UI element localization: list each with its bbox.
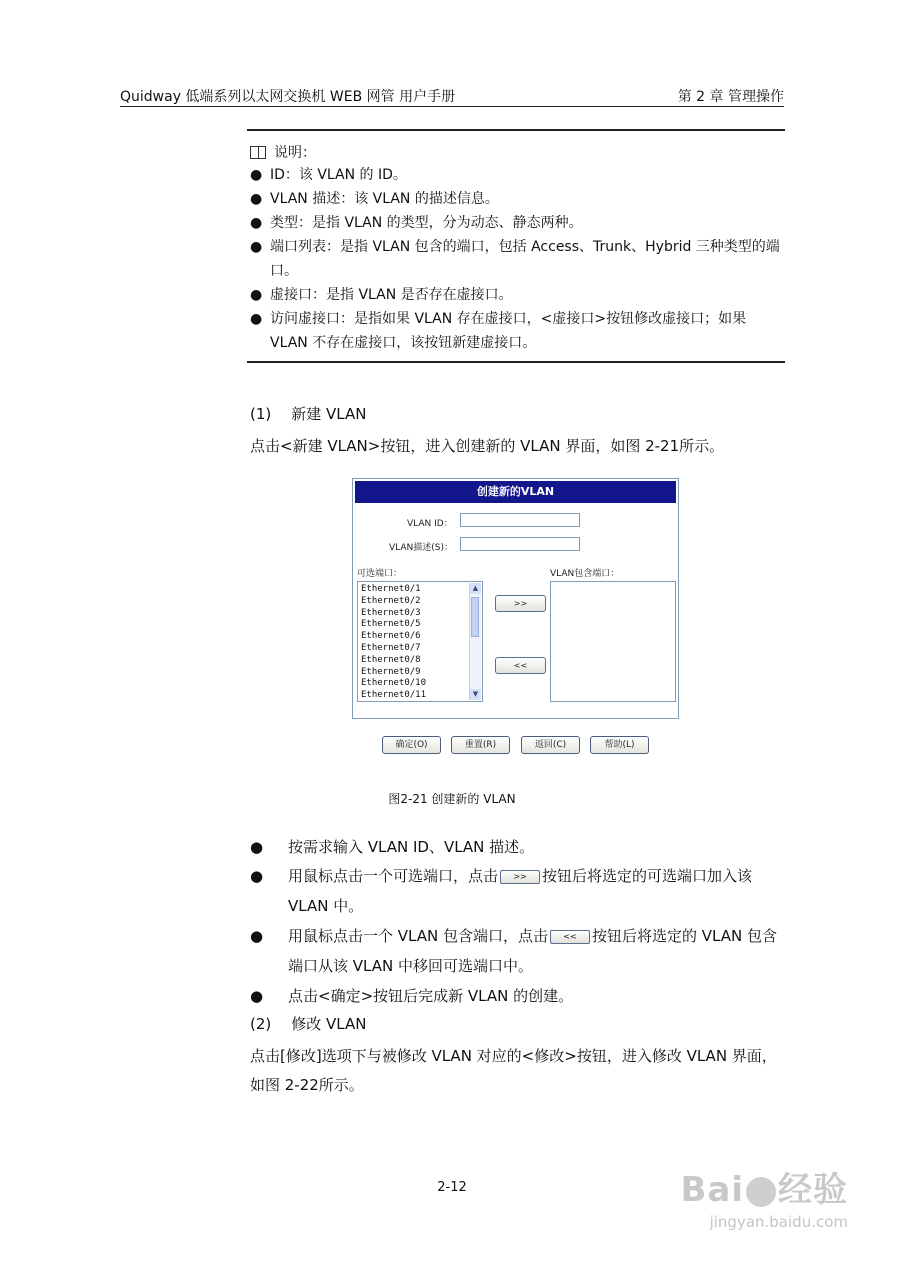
section2-heading: (2) 修改 VLAN <box>250 1015 367 1033</box>
reset-button[interactable]: 重置(R) <box>451 736 510 754</box>
included-ports-list[interactable] <box>550 581 676 702</box>
ok-button[interactable]: 确定(O) <box>382 736 441 754</box>
back-button[interactable]: 返回(C) <box>521 736 580 754</box>
scroll-thumb[interactable] <box>471 597 479 637</box>
port-list-item[interactable]: Ethernet0/10 <box>361 678 427 689</box>
note-top-rule <box>247 129 785 131</box>
paw-icon <box>746 1177 776 1207</box>
port-list-item[interactable]: Ethernet0/5 <box>361 619 421 630</box>
scroll-up-icon[interactable]: ▲ <box>470 583 481 594</box>
header-rule <box>120 106 784 107</box>
scroll-down-icon[interactable]: ▼ <box>470 689 481 700</box>
available-ports-list[interactable] <box>357 581 483 702</box>
note-item: ● 端口列表：是指 VLAN 包含的端口，包括 Access、Trunk、Hybrid 三种类型的端口。 <box>250 239 780 279</box>
step-item: ● 用鼠标点击一个可选端口，点击 >> 按钮后将选定的可选端口加入该 VLAN 中。 <box>250 867 753 915</box>
step-item: ● 按需求输入 VLAN ID、VLAN 描述。 <box>250 838 535 856</box>
note-title-text: 说明： <box>274 145 316 161</box>
help-button[interactable]: 帮助(L) <box>590 736 649 754</box>
note-item: ● 虚接口：是指 VLAN 是否存在虚接口。 <box>250 287 513 303</box>
section1-heading: (1) 新建 VLAN <box>250 405 367 423</box>
port-list-item[interactable]: Ethernet0/6 <box>361 631 421 642</box>
book-icon <box>250 146 266 159</box>
port-list-item[interactable]: Ethernet0/7 <box>361 642 421 653</box>
port-list-item[interactable]: Ethernet0/9 <box>361 666 421 677</box>
running-header-chapter: 第 2 章 管理操作 <box>677 89 784 105</box>
included-ports-label: VLAN包含端口： <box>550 569 620 579</box>
remove-port-button[interactable]: << <box>495 657 546 674</box>
add-port-button[interactable]: >> <box>495 595 546 612</box>
note-item: ● ID：该 VLAN 的 ID。 <box>250 167 407 183</box>
vlan-desc-label: VLAN描述(S)： <box>389 543 454 553</box>
vlan-desc-input[interactable] <box>460 537 580 551</box>
port-list-item[interactable]: Ethernet0/1 <box>361 584 421 594</box>
figure-caption: 图2-21 创建新的 VLAN <box>388 792 516 806</box>
watermark-url: jingyan.baidu.com <box>709 1213 848 1231</box>
note-item: ● 访问虚接口：是指如果 VLAN 存在虚接口，<虚接口>按钮修改虚接口；如果 VLAN 不存在虚接口，该按钮新建虚接口。 <box>250 311 747 351</box>
section2-intro: 点击[修改]选项下与被修改 VLAN 对应的<修改>按钮，进入修改 VLAN 界面，如图 2-22所示。 <box>250 1047 777 1094</box>
port-list-item[interactable]: Ethernet0/8 <box>361 654 421 665</box>
section1-intro: 点击<新建 VLAN>按钮，进入创建新的 VLAN 界面，如图 2-21所示。 <box>250 437 725 455</box>
port-list-item[interactable]: Ethernet0/11 <box>361 690 427 701</box>
inline-remove-button: << <box>550 930 590 944</box>
vlan-id-input[interactable] <box>460 513 580 527</box>
note-title <box>250 142 316 162</box>
dialog-title: 创建新的VLAN <box>355 481 676 503</box>
vlan-id-label: VLAN ID： <box>407 519 453 529</box>
watermark-logo-left: Bai <box>680 1170 744 1210</box>
scrollbar[interactable] <box>469 583 481 700</box>
note-bottom-rule <box>247 361 785 363</box>
step-item: ● 点击<确定>按钮后完成新 VLAN 的创建。 <box>250 987 574 1005</box>
available-ports-label: 可选端口： <box>357 569 403 579</box>
create-vlan-dialog <box>352 478 679 719</box>
running-header-title: Quidway 低端系列以太网交换机 WEB 网管 用户手册 <box>120 89 456 105</box>
note-item: ● VLAN 描述：该 VLAN 的描述信息。 <box>250 191 499 207</box>
step-item: ● 用鼠标点击一个 VLAN 包含端口，点击 << 按钮后将选定的 VLAN 包含端口从该 VLAN 中移回可选端口中。 <box>250 927 777 975</box>
watermark-logo-right: 经验 <box>778 1170 848 1210</box>
note-item: ● 类型：是指 VLAN 的类型，分为动态、静态两种。 <box>250 215 583 231</box>
baidu-watermark <box>680 1162 848 1231</box>
port-list-item[interactable]: Ethernet0/3 <box>361 607 421 618</box>
port-list-item[interactable]: Ethernet0/2 <box>361 595 421 606</box>
page-number: 2-12 <box>437 1180 467 1195</box>
port-items <box>361 584 426 702</box>
inline-add-button: >> <box>500 870 540 884</box>
